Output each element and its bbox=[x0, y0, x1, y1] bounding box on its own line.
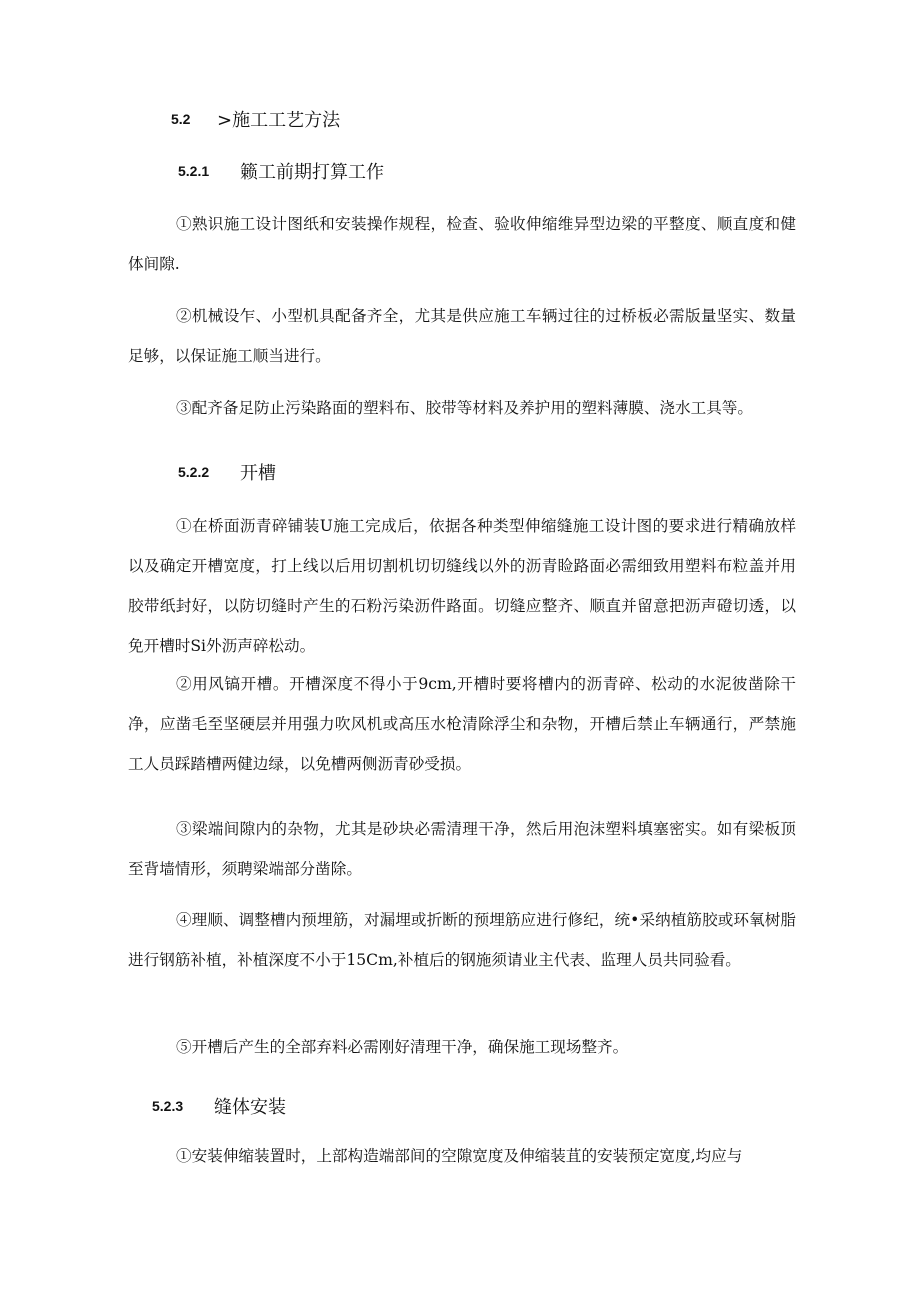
paragraph-5-2-2-1: ①在桥面沥青碎铺装U施工完成后，依据各种类型伸缩缝施工设计图的要求进行精确放样以及确定开槽宽度，打上线以后用切割机切切缝线以外的沥青睑路面必需细致用塑料布粒盖并用胶带纸封好，以防切缝时产生的石粉污染沥件路面。切缝应整齐、顺直并留意把沥声磴切透，以免开槽时Si外沥声碎松动。 bbox=[128, 517, 796, 655]
section-5-2-2-heading bbox=[178, 459, 276, 485]
paragraph-5-2-2-2: ②用风镐开槽。开槽深度不得小于9cm,开槽时要将槽内的沥青碎、松动的水泥彼凿除干净，应凿毛至坚硬层并用强力吹风机或高压水枪清除浮尘和杂物，开槽后禁止车辆通行，严禁施工人员踩踏槽两健边绿，以免槽两侧沥青砂受损。 bbox=[128, 675, 796, 773]
section-title: 开槽 bbox=[240, 463, 276, 484]
paragraph-5-2-3-1: ①安装伸缩装置时，上部构造端部间的空隙宽度及伸缩装苴的安装预定宽度,均应与 bbox=[176, 1147, 743, 1165]
paragraph-5-2-1-2: ②机械设乍、小型机具配备齐全，尤其是供应施工车辆过往的过桥板必需版量坚实、数量足够，以保证施工顺当进行。 bbox=[128, 307, 796, 365]
section-title: 缝体安装 bbox=[214, 1097, 286, 1118]
section-title: >施工工艺方法 bbox=[217, 110, 341, 131]
section-number: 5.2.1 bbox=[178, 163, 210, 179]
paragraph-5-2-1-1: ①熟识施工设计图纸和安装操作规程，检查、验收伸缩维异型边梁的平整度、顺直度和健体间隙. bbox=[128, 215, 796, 273]
section-number: 5.2 bbox=[171, 111, 191, 127]
section-5-2-1-heading bbox=[178, 158, 384, 184]
section-5-2-3-heading bbox=[152, 1093, 286, 1119]
paragraph-5-2-2-3: ③梁端间隙内的杂物，尤其是砂块必需清理干净，然后用泡沫塑料填塞密实。如有梁板顶至背墙情形，须聘梁端部分凿除。 bbox=[128, 820, 796, 878]
paragraph-5-2-1-3: ③配齐备足防止污染路面的塑料布、胶带等材料及养护用的塑料薄膜、浇水工具等。 bbox=[176, 399, 753, 417]
paragraph-5-2-2-5: ⑤开槽后产生的全部弃料必需刚好清理干净，确保施工现场整齐。 bbox=[176, 1038, 629, 1056]
paragraph-5-2-2-4: ④理顺、调整槽内预埋筋，对漏埋或折断的预埋筋应进行修纪，统•采纳植筋胶或环氧树脂进行钢筋补植，补植深度不小于15Cm,补植后的钢施须请业主代表、监理人员共同验看。 bbox=[128, 911, 796, 969]
section-title: 籁工前期打算工作 bbox=[240, 162, 384, 183]
section-number: 5.2.2 bbox=[178, 464, 210, 480]
section-number: 5.2.3 bbox=[152, 1098, 184, 1114]
section-5-2-heading bbox=[171, 106, 340, 132]
